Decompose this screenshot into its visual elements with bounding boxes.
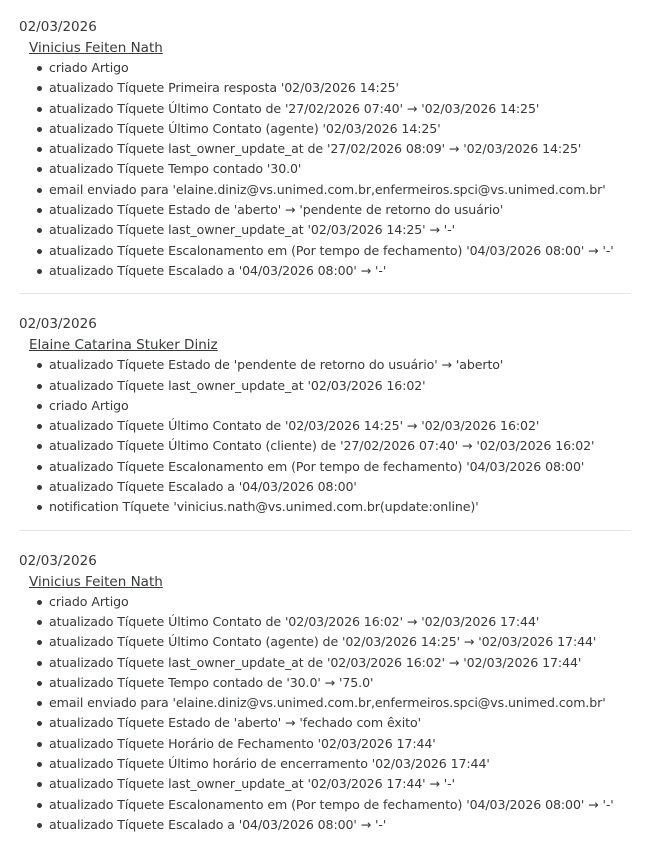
bullet-icon (37, 762, 42, 767)
list-item (19, 200, 631, 220)
list-item (19, 612, 631, 632)
bullet-icon (37, 803, 42, 808)
entry-divider (19, 530, 631, 531)
bullet-icon (37, 424, 42, 429)
list-item (19, 592, 631, 612)
list-item (19, 436, 631, 456)
change-text: criado Artigo (49, 593, 129, 609)
list-item (19, 734, 631, 754)
bullet-icon (37, 404, 42, 409)
list-item (19, 713, 631, 733)
entry-divider (19, 293, 631, 294)
bullet-icon (37, 127, 42, 132)
bullet-icon (37, 208, 42, 213)
history-entry (19, 314, 631, 530)
bullet-icon (37, 620, 42, 625)
list-item (19, 653, 631, 673)
list-item (19, 457, 631, 477)
bullet-icon (37, 107, 42, 112)
change-text: atualizado Tíquete Último Contato (cliente) de '27/02/2026 07:40' → '02/03/2026 16:02' (49, 438, 595, 454)
change-text: atualizado Tíquete last_owner_update_at '02/03/2026 14:25' → '-' (49, 222, 455, 238)
entry-user-link[interactable]: Vinicius Feiten Nath (29, 40, 163, 56)
change-list (19, 355, 631, 517)
list-item (19, 159, 631, 179)
list-item (19, 416, 631, 436)
entry-date: 02/03/2026 (19, 19, 97, 35)
list-item (19, 78, 631, 98)
history-entry (19, 17, 631, 294)
change-text: atualizado Tíquete Tempo contado '30.0' (49, 161, 302, 177)
change-text: atualizado Tíquete last_owner_update_at de '27/02/2026 08:09' → '02/03/2026 14:25' (49, 141, 582, 157)
bullet-icon (37, 701, 42, 706)
change-text: email enviado para 'elaine.diniz@vs.unimed.com.br,enfermeiros.spci@vs.unimed.com.br' (49, 695, 606, 711)
change-list (19, 58, 631, 281)
list-item (19, 754, 631, 774)
change-text: atualizado Tíquete Último Contato de '27/02/2026 07:40' → '02/03/2026 14:25' (49, 100, 540, 116)
list-item (19, 58, 631, 78)
change-text: atualizado Tíquete Último Contato (agente) de '02/03/2026 14:25' → '02/03/2026 17:44' (49, 634, 597, 650)
list-item (19, 693, 631, 713)
change-text: atualizado Tíquete Último Contato de '02/03/2026 16:02' → '02/03/2026 17:44' (49, 613, 540, 629)
bullet-icon (37, 86, 42, 91)
change-text: atualizado Tíquete Estado de 'aberto' → 'pendente de retorno do usuário' (49, 202, 504, 218)
change-text: atualizado Tíquete Escalonamento em (Por tempo de fechamento) '04/03/2026 08:00' → '-' (49, 796, 614, 812)
list-item (19, 774, 631, 794)
list-item (19, 99, 631, 119)
list-item (19, 261, 631, 281)
bullet-icon (37, 147, 42, 152)
list-item (19, 376, 631, 396)
change-text: atualizado Tíquete Último Contato de '02/03/2026 14:25' → '02/03/2026 16:02' (49, 418, 540, 434)
change-text: atualizado Tíquete Estado de 'aberto' → 'fechado com êxito' (49, 715, 421, 731)
change-text: atualizado Tíquete last_owner_update_at '02/03/2026 16:02' (49, 377, 426, 393)
change-text: atualizado Tíquete Escalonamento em (Por tempo de fechamento) '04/03/2026 08:00' → '-' (49, 242, 614, 258)
bullet-icon (37, 681, 42, 686)
entry-user-link[interactable]: Vinicius Feiten Nath (29, 573, 163, 590)
entry-date: 02/03/2026 (19, 316, 97, 333)
list-item (19, 180, 631, 200)
list-item (19, 119, 631, 139)
change-text: criado Artigo (49, 60, 129, 75)
bullet-icon (37, 485, 42, 490)
change-text: atualizado Tíquete Escalado a '04/03/2026 08:00' → '-' (49, 816, 387, 832)
list-item (19, 241, 631, 261)
change-text: atualizado Tíquete Escalado a '04/03/2026 08:00' (49, 479, 357, 495)
change-list (19, 592, 631, 836)
bullet-icon (37, 269, 42, 274)
list-item (19, 632, 631, 652)
change-text: criado Artigo (49, 397, 129, 413)
bullet-icon (37, 384, 42, 389)
bullet-icon (37, 228, 42, 233)
history-entry (19, 551, 631, 836)
list-item (19, 220, 631, 240)
bullet-icon (37, 249, 42, 254)
change-text: atualizado Tíquete Escalado a '04/03/2026 08:00' → '-' (49, 262, 387, 278)
bullet-icon (37, 363, 42, 368)
list-item (19, 815, 631, 835)
change-text: atualizado Tíquete Escalonamento em (Por tempo de fechamento) '04/03/2026 08:00' (49, 458, 585, 474)
bullet-icon (37, 782, 42, 787)
change-text: atualizado Tíquete last_owner_update_at de '02/03/2026 16:02' → '02/03/2026 17:44' (49, 654, 582, 670)
bullet-icon (37, 600, 42, 605)
bullet-icon (37, 640, 42, 645)
bullet-icon (37, 444, 42, 449)
list-item (19, 795, 631, 815)
change-text: atualizado Tíquete last_owner_update_at '02/03/2026 17:44' → '-' (49, 776, 455, 792)
bullet-icon (37, 742, 42, 747)
list-item (19, 477, 631, 497)
bullet-icon (37, 661, 42, 666)
list-item (19, 139, 631, 159)
list-item (19, 396, 631, 416)
change-text: atualizado Tíquete Primeira resposta '02/03/2026 14:25' (49, 80, 399, 96)
change-text: email enviado para 'elaine.diniz@vs.unimed.com.br,enfermeiros.spci@vs.unimed.com.br' (49, 181, 606, 197)
change-text: atualizado Tíquete Tempo contado de '30.0' → '75.0' (49, 674, 374, 690)
entry-user-link[interactable]: Elaine Catarina Stuker Diniz (29, 337, 218, 354)
list-item (19, 673, 631, 693)
bullet-icon (37, 66, 42, 71)
list-item (19, 355, 631, 375)
bullet-icon (37, 505, 42, 510)
change-text: atualizado Tíquete Horário de Fechamento '02/03/2026 17:44' (49, 735, 436, 751)
bullet-icon (37, 167, 42, 172)
bullet-icon (37, 465, 42, 470)
change-text: atualizado Tíquete Estado de 'pendente de retorno do usuário' → 'aberto' (49, 357, 504, 373)
bullet-icon (37, 823, 42, 828)
change-text: atualizado Tíquete Último horário de encerramento '02/03/2026 17:44' (49, 756, 490, 772)
bullet-icon (37, 721, 42, 726)
change-text: atualizado Tíquete Último Contato (agente) '02/03/2026 14:25' (49, 120, 441, 136)
change-text: notification Tíquete 'vinicius.nath@vs.unimed.com.br(update:online)' (49, 499, 479, 515)
bullet-icon (37, 188, 42, 193)
list-item (19, 497, 631, 517)
entry-date: 02/03/2026 (19, 552, 97, 569)
